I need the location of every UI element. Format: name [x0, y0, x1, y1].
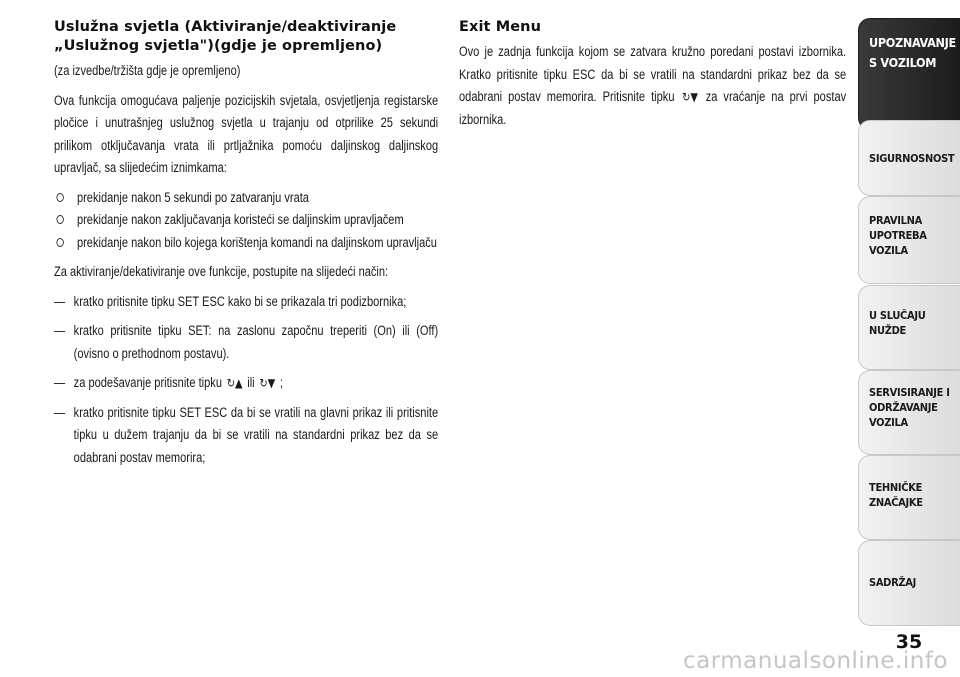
bullet-circle-icon	[56, 215, 63, 224]
instructions-intro: Za aktiviranje/dekativiranje ove funkcije, postupite na slijedeći način:	[54, 264, 389, 279]
list-item: prekidanje nakon 5 sekundi po zatvaranju vrata	[54, 187, 438, 210]
bullet-circle-icon	[56, 238, 63, 247]
dash-icon: —	[54, 375, 66, 390]
intro-paragraph: Ova funkcija omogućava paljenje pozicijskih svjetala, osvjetljenja registarske pločice i unutrašnjeg uslužnog svjetla u trajanju od otprilike 25 sekundi prilikom otključavanja vrata ili prtljažnika pomoću daljinskog daljinskog upravljač, sa slijedećim iznimkama:	[54, 92, 439, 175]
left-column	[54, 18, 438, 476]
dash-icon: —	[54, 293, 66, 309]
list-item: prekidanje nakon bilo kojega korištenja komandi na daljinskom upravljaču	[54, 232, 438, 255]
step-2: — kratko pritisnite tipku SET: na zaslonu započnu treperiti (On) ili (Off) (ovisno o prethodnom postavu).	[54, 320, 438, 365]
dash-icon: —	[54, 404, 66, 420]
step-1: — kratko pritisnite tipku SET ESC kako bi se prikazala tri podizbornika;	[54, 291, 438, 314]
bullet-circle-icon	[56, 193, 63, 202]
right-column	[459, 18, 846, 138]
down-key-icon: ↻▼	[259, 376, 276, 390]
tab-pravilna-upotreba[interactable]: PRAVILNA UPOTREBA VOZILA	[858, 196, 960, 284]
section-title-service-lights: Uslužna svjetla (Aktiviranje/deaktiviranje „Uslužnog svjetla")(gdje je opremljeno)	[54, 19, 397, 54]
step-4: — kratko pritisnite tipku SET ESC da bi se vratili na glavni prikaz ili pritisnite tipku u dužem trajanju da bi se vratili na standardni prikaz bez da se odabrani postav memorira;	[54, 402, 438, 470]
tab-tehnicke-znacajke[interactable]: TEHNIČKE ZNAČAJKE	[858, 455, 960, 540]
tab-upoznavanje[interactable]: UPOZNAVANJE S VOZILOM	[858, 18, 960, 130]
dash-icon: —	[54, 323, 66, 338]
page-number: 35	[895, 631, 923, 653]
up-key-icon: ↻▲	[226, 376, 243, 390]
right-body	[459, 41, 846, 131]
left-body	[54, 60, 438, 469]
availability-note: (za izvedbe/tržišta gdje je opremljeno)	[54, 63, 241, 78]
tab-u-slucaju-nuzde[interactable]: U SLUČAJU NUŽDE	[858, 285, 960, 370]
down-key-icon: ↻▼	[682, 90, 699, 104]
list-item: prekidanje nakon zaključavanja koristeći se daljinskim upravljačem	[54, 209, 438, 232]
watermark: carmanualsonline.info	[682, 648, 948, 674]
exception-list	[54, 187, 438, 255]
tab-sigurnosnost[interactable]: SIGURNOSNOST	[858, 120, 960, 196]
section-title-exit-menu: Exit Menu	[459, 19, 542, 35]
exit-menu-paragraph: Ovo je zadnja funkcija kojom se zatvara kružno poredani postavi izbornika. Kratko pritisnite tipku ESC da bi se vratili na standardni prikaz bez da se odabrani postav memorira. Pritisnite tipku ↻▼ za vraćanje na prvi postav izbornika.	[459, 44, 847, 127]
step-3: — za podešavanje pritisnite tipku ↻▲ ili ↻▼ ;	[54, 372, 438, 395]
tab-servisiranje[interactable]: SERVISIRANJE I ODRŽAVANJE VOZILA	[858, 370, 960, 455]
tab-sadrzaj[interactable]: SADRŽAJ	[858, 540, 960, 626]
